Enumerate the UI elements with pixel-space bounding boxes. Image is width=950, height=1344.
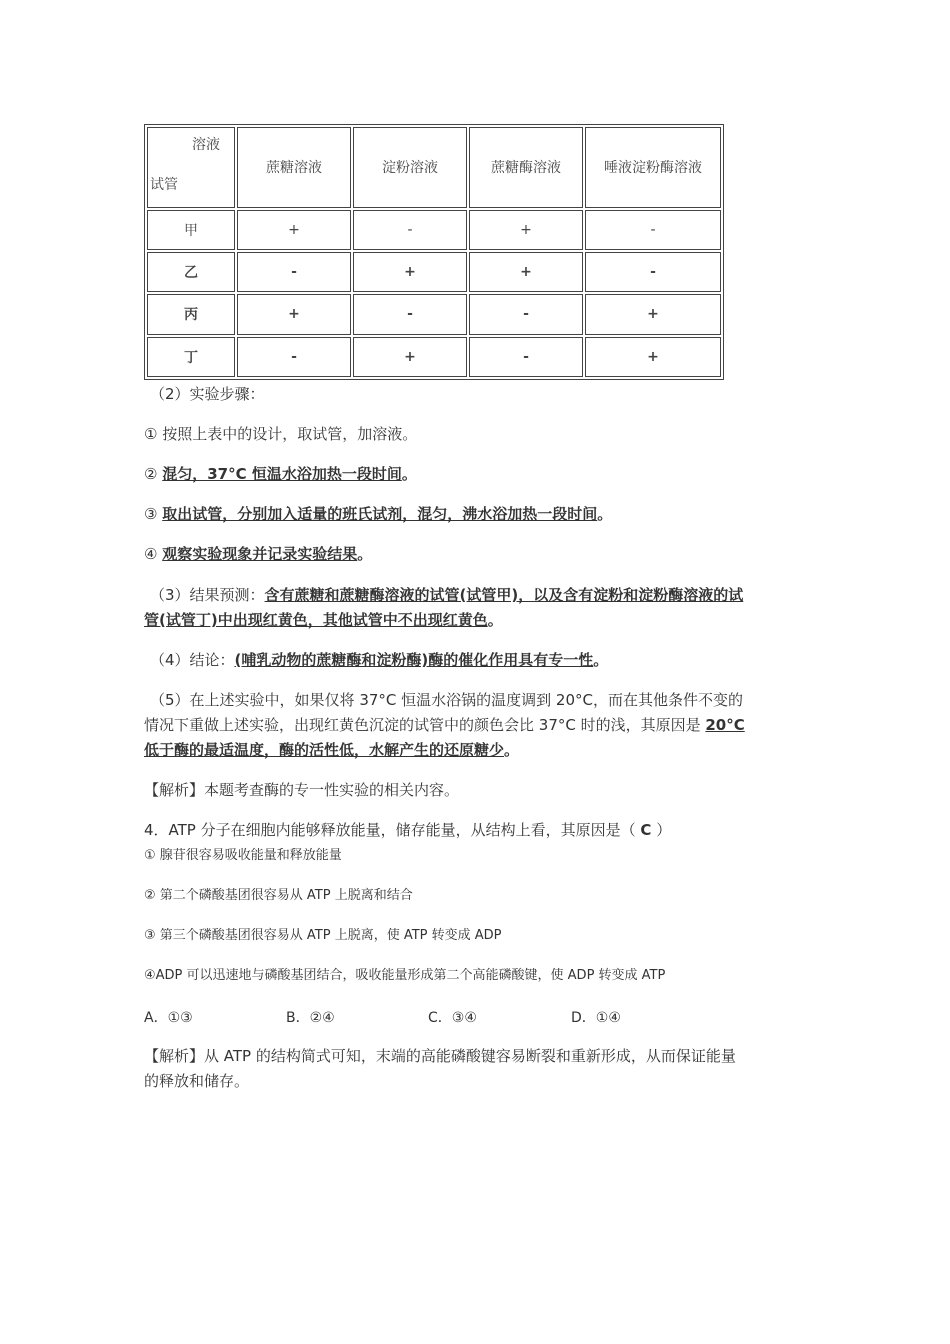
table-cell: - — [469, 337, 583, 377]
step-3 — [144, 503, 612, 525]
q5-answer: 低于酶的最适温度，酶的活性低，水解产生的还原糖少 — [144, 741, 505, 759]
table-cell: - — [585, 252, 721, 292]
tube-name-cell: 乙 — [147, 252, 235, 292]
step-4-answer: 观察实验现象并记录实验结果 — [162, 545, 358, 563]
q4-item-4: ④ADP 可以迅速地与磷酸基团结合，吸收能量形成第二个高能磷酸键，使 ADP 转变成 ATP — [144, 968, 666, 983]
q4-option-a: A．①③ — [144, 1010, 193, 1026]
table-cell: + — [469, 252, 583, 292]
table-cell: - — [237, 252, 351, 292]
step-4-end: 。 — [357, 545, 373, 563]
table-cell: - — [353, 294, 467, 334]
table-header-cell: 蔗糖溶液 — [237, 127, 351, 208]
step-2-end: 。 — [401, 465, 417, 483]
table-corner-cell — [147, 127, 235, 208]
analysis-2-line-1: 【解析】从 ATP 的结构简式可知，末端的高能磷酸键容易断裂和重新形成，从而保证能量 — [144, 1047, 736, 1065]
table-cell: + — [469, 210, 583, 250]
q5-line-2 — [144, 714, 745, 736]
table-row — [147, 210, 721, 250]
q5-line-3 — [144, 739, 519, 761]
conclusion-answer: (哺乳动物的蔗糖酶和淀粉酶)酶的催化作用具有专一性 — [234, 651, 594, 669]
experiment-table — [144, 124, 724, 380]
tube-name-cell: 丁 — [147, 337, 235, 377]
corner-label-solution: 溶液 — [192, 137, 220, 153]
table-cell: - — [353, 210, 467, 250]
q5-answer-start: 20°C — [705, 716, 745, 734]
table-cell: + — [353, 252, 467, 292]
conclusion-label: （4）结论： — [150, 651, 235, 669]
q4-stem-text: 4．ATP 分子在细胞内能够释放能量，储存能量，从结构上看，其原因是（ — [144, 821, 636, 839]
question-4-stem — [144, 819, 671, 841]
step-3-end: 。 — [597, 505, 613, 523]
table-row — [147, 252, 721, 292]
q4-option-b: B．②④ — [286, 1010, 335, 1026]
q4-item-1: ① 腺苷很容易吸收能量和释放能量 — [144, 848, 342, 863]
prediction-answer-1: 含有蔗糖和蔗糖酶溶液的试管(试管甲)，以及含有淀粉和淀粉酶溶液的试 — [264, 586, 744, 604]
prediction-line-2 — [144, 609, 503, 631]
table-row — [147, 294, 721, 334]
q5-end: 。 — [504, 741, 520, 759]
step-2-number: ② — [144, 465, 163, 483]
step-4-number: ④ — [144, 545, 163, 563]
table-cell: + — [237, 294, 351, 334]
table-header-cell: 唾液淀粉酶溶液 — [585, 127, 721, 208]
table-row — [147, 337, 721, 377]
steps-title: （2）实验步骤： — [150, 385, 265, 403]
analysis-1: 【解析】本题考查酶的专一性实验的相关内容。 — [144, 781, 460, 799]
table-header-row — [147, 127, 721, 208]
conclusion-end: 。 — [593, 651, 609, 669]
step-3-answer: 取出试管，分别加入适量的班氏试剂，混匀，沸水浴加热一段时间 — [162, 505, 598, 523]
table-cell: + — [237, 210, 351, 250]
prediction-end: 。 — [487, 611, 503, 629]
table-cell: - — [469, 294, 583, 334]
table-cell: + — [585, 294, 721, 334]
q4-option-d: D．①④ — [571, 1010, 621, 1026]
step-2 — [144, 463, 417, 485]
q5-line-1: （5）在上述实验中，如果仅将 37°C 恒温水浴锅的温度调到 20°C，而在其他条件不变的 — [150, 691, 743, 709]
q4-stem-end: ） — [656, 821, 672, 839]
prediction-label: （3）结果预测： — [150, 586, 265, 604]
step-3-number: ③ — [144, 505, 163, 523]
q4-item-3: ③ 第三个磷酸基团很容易从 ATP 上脱离，使 ATP 转变成 ADP — [144, 928, 502, 943]
q4-answer: C — [640, 821, 652, 839]
prediction-line-1 — [150, 584, 743, 606]
table-header-cell: 蔗糖酶溶液 — [469, 127, 583, 208]
table-header-cell: 淀粉溶液 — [353, 127, 467, 208]
corner-label-tube: 试管 — [150, 177, 178, 193]
q5-text: 情况下重做上述实验，出现红黄色沉淀的试管中的颜色会比 37°C 时的浅，其原因是 — [144, 716, 706, 734]
q4-option-c: C．③④ — [428, 1010, 477, 1026]
step-4 — [144, 543, 372, 565]
table-cell: - — [585, 210, 721, 250]
prediction-answer-2: 管(试管丁)中出现红黄色，其他试管中不出现红黄色 — [144, 611, 488, 629]
conclusion — [150, 649, 608, 671]
table-cell: + — [353, 337, 467, 377]
step-1: ① 按照上表中的设计，取试管，加溶液。 — [144, 425, 418, 443]
tube-name-cell: 甲 — [147, 210, 235, 250]
q4-item-2: ② 第二个磷酸基团很容易从 ATP 上脱离和结合 — [144, 888, 413, 903]
table-cell: - — [237, 337, 351, 377]
table-cell: + — [585, 337, 721, 377]
analysis-2-line-2: 的释放和储存。 — [144, 1072, 250, 1090]
step-2-answer: 混匀，37°C 恒温水浴加热一段时间 — [162, 465, 402, 483]
tube-name-cell: 丙 — [147, 294, 235, 334]
